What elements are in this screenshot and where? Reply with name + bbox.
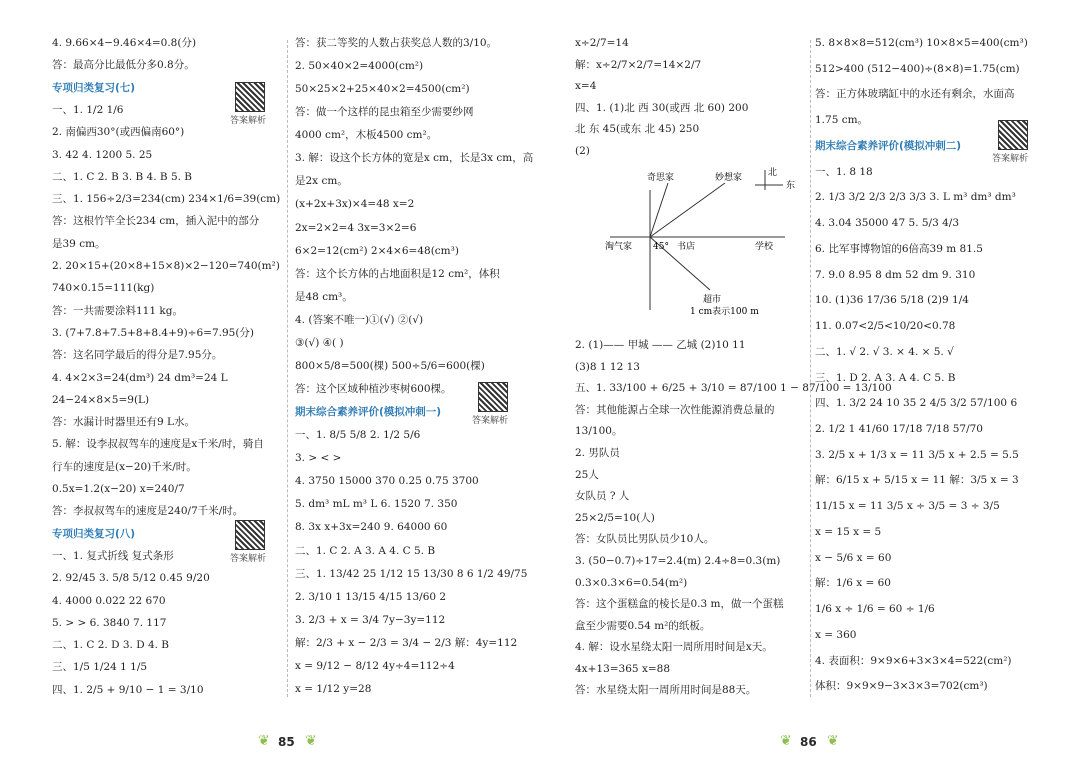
answer-line: 24−24×8×5=9(L) xyxy=(52,393,150,406)
map-label-angle: 45° xyxy=(653,242,669,252)
answer-line: 25人 xyxy=(575,468,599,481)
leaf-ornament-icon: ❦ xyxy=(827,733,839,749)
answer-line: 三、1. D 2. A 3. A 4. C 5. B xyxy=(815,371,956,384)
answer-line: 4. 3750 15000 370 0.25 0.75 3700 xyxy=(295,475,479,488)
answer-line: 4. 9.66×4−9.46×4=0.8(分) xyxy=(52,37,197,49)
answer-line: 是48 cm³。 xyxy=(295,290,353,303)
answer-line: 2. 20×15+(20×8+15×8)×2−120=740(m²) xyxy=(52,260,280,272)
answer-line: 二、1. C 2. A 3. A 4. C 5. B xyxy=(295,544,436,557)
route-miaoxiang xyxy=(650,183,725,237)
map-label-north: 北 xyxy=(768,168,778,178)
answer-line: 4. 3.04 35000 47 5. 5/3 4/3 xyxy=(815,217,960,230)
answer-line: 体积：9×9×9−3×3×3=702(cm³) xyxy=(815,680,988,693)
answer-line: 4. (答案不唯一)①(√) ②(√) xyxy=(295,313,424,326)
answer-line: 5. dm³ mL m³ L 6. 1520 7. 350 xyxy=(295,498,458,511)
answer-line: 2. 1/3 3/2 2/3 2/3 3/3 3. L m³ dm³ dm³ xyxy=(815,191,1016,204)
answer-line: 512>400 (512−400)÷(8×8)=1.75(cm) xyxy=(815,62,1020,75)
answer-line: 四、1. 2/5 + 9/10 − 1 = 3/10 xyxy=(52,683,204,696)
answer-line: 800×5/8=500(棵) 500÷5/6=600(棵) xyxy=(295,359,485,372)
answer-line: (2) xyxy=(575,144,590,157)
answer-line: x − 5/6 x = 60 xyxy=(815,551,892,564)
answer-line: 一、1. 1/2 1/6 xyxy=(52,103,124,116)
leaf-ornament-icon: ❦ xyxy=(780,733,792,749)
answer-line: 5. > > 6. 3840 7. 117 xyxy=(52,616,167,629)
answer-line: 二、1. C 2. B 3. B 4. B 5. B xyxy=(52,170,193,183)
answer-line: 四、1. 3/2 24 10 35 2 4/5 3/2 57/100 6 xyxy=(815,397,1018,410)
answer-line: 3. (50−0.7)÷17=2.4(m) 2.4÷8=0.3(m) xyxy=(575,554,781,567)
map-label-supermarket: 超市 xyxy=(703,295,722,305)
answer-line: 解：x÷2/7×2/7=14×2/7 xyxy=(575,58,702,71)
left-column-2 xyxy=(295,37,534,707)
answer-line: 1.75 cm。 xyxy=(815,114,869,127)
answer-line: 2. 1/2 1 41/60 17/18 7/18 57/70 xyxy=(815,422,983,435)
answer-line: 答：一共需要涂料111 kg。 xyxy=(52,304,183,317)
answer-line: 5. 8×8×8=512(cm³) 10×8×5=400(cm³) xyxy=(815,37,1028,49)
answer-line: 女队员 ? 人 xyxy=(575,490,630,503)
answer-line: 0.3×0.3×6=0.54(m²) xyxy=(575,576,688,589)
section-heading: 专项归类复习(七) xyxy=(52,81,136,94)
map-label-miaoxiang: 妙想家 xyxy=(715,173,743,183)
route-qisi xyxy=(650,183,668,237)
answer-line: 10. (1)36 17/36 5/18 (2)9 1/4 xyxy=(815,294,969,307)
answer-line: 一、1. 复式折线 复式条形 xyxy=(52,549,174,562)
qr-label-1: 答案解析 xyxy=(230,116,267,126)
answer-line: x = 9/12 − 8/12 4y÷4=112÷4 xyxy=(295,659,455,672)
column-divider xyxy=(810,40,811,697)
answer-line: 答：李叔叔驾车的速度是240/7千米/时。 xyxy=(52,505,244,518)
qr-label-4: 答案解析 xyxy=(992,154,1029,164)
answer-line: 0.5x=1.2(x−20) x=240/7 xyxy=(52,483,185,495)
answer-line: 2. 50×40×2=4000(cm²) xyxy=(295,60,424,73)
answer-line: 2. 3/10 1 13/15 4/15 13/60 2 xyxy=(295,590,447,603)
answer-line: 3. 2/3 + x = 3/4 7y−3y=112 xyxy=(295,613,446,626)
answer-line: 三、1. 156÷2/3=234(cm) 234×1/6=39(cm) xyxy=(52,193,281,206)
answer-line: 是2x cm。 xyxy=(295,175,348,188)
answer-line: 解：1/6 x = 60 xyxy=(815,577,891,590)
answer-line: 答：获二等奖的人数占获奖总人数的3/10。 xyxy=(295,37,498,49)
answer-line: 4x+13=365 x=88 xyxy=(575,662,671,675)
answer-line: 11/15 x = 11 3/5 x ÷ 3/5 = 3 ÷ 3/5 xyxy=(815,500,1000,513)
answer-line: 三、1/5 1/24 1 1/5 xyxy=(52,661,148,674)
answer-line: 二、1. C 2. D 3. D 4. B xyxy=(52,639,170,652)
answer-line: 答：正方体玻璃缸中的水还有剩余，水面高 xyxy=(815,88,1015,101)
answer-line: x=4 xyxy=(575,80,597,93)
qr-code-1 xyxy=(235,82,265,112)
answer-line: 11. 0.07<2/5<10/20<0.78 xyxy=(815,320,956,333)
answer-line: 1/6 x ÷ 1/6 = 60 ÷ 1/6 xyxy=(815,603,935,616)
answer-line: 5. 解：设李叔叔驾车的速度是x千米/时，骑自 xyxy=(52,438,264,451)
answer-line: 3. > < > xyxy=(295,452,342,465)
answer-line: 50×25×2+25×40×2=4500(cm²) xyxy=(295,83,470,96)
answer-line: 2. 92/45 3. 5/8 5/12 0.45 9/20 xyxy=(52,572,210,585)
answer-line: (x+2x+3x)×4=48 x=2 xyxy=(295,198,415,211)
map-label-bookstore: 书店 xyxy=(677,242,696,252)
answer-line: 答：这根竹竿全长234 cm，插入泥中的部分 xyxy=(52,215,260,228)
answer-line: 答：水漏计时器里还有9 L水。 xyxy=(52,416,195,429)
answer-line: 4. 表面积：9×9×6+3×3×4=522(cm²) xyxy=(815,654,1012,667)
answer-line: 答：最高分比最低分多0.8分。 xyxy=(52,59,195,72)
qr-label-2: 答案解析 xyxy=(230,554,267,564)
answer-line: 13/100。 xyxy=(575,425,623,438)
answer-line: 4. 解：设水星绕太阳一周所用时间是x天。 xyxy=(575,641,773,654)
answer-line: 二、1. √ 2. √ 3. × 4. × 5. √ xyxy=(815,345,954,358)
map-scale: 1 cm表示100 m xyxy=(690,307,759,315)
answer-line: x = 360 xyxy=(815,628,857,641)
answer-line: 6×2=12(cm²) 2×4×6=48(cm³) xyxy=(295,244,459,257)
answer-line: 盒至少需要0.54 m²的纸板。 xyxy=(575,619,711,632)
answer-line: 4. 4×2×3=24(dm³) 24 dm³=24 L xyxy=(52,371,228,384)
answer-line: 2. 男队员 xyxy=(575,447,620,460)
answer-line: 答：其他能源占全球一次性能源消费总量的 xyxy=(575,403,775,416)
leaf-ornament-icon: ❦ xyxy=(258,733,270,749)
answer-line: 北 东 45(或东 北 45) 250 xyxy=(575,123,700,136)
answer-line: 三、1. 13/42 25 1/12 15 13/30 8 6 1/2 49/75 xyxy=(295,567,528,580)
map-label-school: 学校 xyxy=(755,242,774,252)
answer-line: 答：女队员比男队员少10人。 xyxy=(575,533,715,546)
answer-line: 8. 3x x+3x=240 9. 64000 60 xyxy=(295,521,448,534)
answer-line: 25×2/5=10(人) xyxy=(575,511,655,524)
qr-label-3: 答案解析 xyxy=(472,416,509,426)
answer-line: 740×0.15=111(kg) xyxy=(52,282,155,295)
answer-line: 一、1. 8/5 5/8 2. 1/2 5/6 xyxy=(295,429,421,442)
answer-line: 2x=2×2=4 3x=3×2=6 xyxy=(295,221,417,234)
answer-line: 3. 解：设这个长方体的宽是x cm，长是3x cm，高 xyxy=(295,152,534,165)
answer-line: 四、1. (1)北 西 30(或西 北 60) 200 xyxy=(575,101,749,114)
page-number: 86 xyxy=(800,735,817,749)
qr-code-2 xyxy=(235,520,265,550)
answer-line: 五、1. 33/100 + 6/25 + 3/10 = 87/100 1 − 87/100 = 13/100 xyxy=(575,382,892,395)
left-column-1 xyxy=(52,38,282,707)
answer-line: 解：6/15 x + 5/15 x = 11 解：3/5 x = 3 xyxy=(815,474,1019,487)
column-divider xyxy=(287,40,288,697)
direction-map-diagram xyxy=(605,165,805,315)
answer-line: 4. 4000 0.022 22 670 xyxy=(52,594,166,607)
answer-line: 3. 2/5 x + 1/3 x = 11 3/5 x + 2.5 = 5.5 xyxy=(815,448,1019,461)
answer-line: 解：2/3 + x − 2/3 = 3/4 − 2/3 解：4y=112 xyxy=(295,636,518,649)
answer-line: x÷2/7=14 xyxy=(575,37,629,49)
answer-line: 答：这个区域种植沙枣树600棵。 xyxy=(295,383,452,396)
answer-line: 是39 cm。 xyxy=(52,237,106,250)
section-heading: 期末综合素养评价(模拟冲刺二) xyxy=(815,139,962,152)
answer-line: 行车的速度是(x−20)千米/时。 xyxy=(52,460,197,473)
answer-line: 答：做一个这样的昆虫箱至少需要纱网 xyxy=(295,106,474,119)
section-heading: 专项归类复习(八) xyxy=(52,527,136,540)
leaf-ornament-icon: ❦ xyxy=(305,733,317,749)
answer-line: 4000 cm²，木板4500 cm²。 xyxy=(295,129,438,142)
map-label-qisi: 奇思家 xyxy=(647,173,675,183)
answer-line: ③(√) ④( ) xyxy=(295,336,344,349)
right-page xyxy=(540,0,1080,767)
answer-line: 3. 42 4. 1200 5. 25 xyxy=(52,148,153,161)
section-heading: 期末综合素养评价(模拟冲刺一) xyxy=(295,406,442,419)
answer-line: 答：这个蛋糕盒的棱长是0.3 m，做一个蛋糕 xyxy=(575,598,784,611)
map-label-east: 东 xyxy=(786,181,796,191)
qr-code-4 xyxy=(998,120,1028,150)
answer-line: x = 1/12 y=28 xyxy=(295,682,372,695)
answer-line: 2. (1)—— 甲城 —— 乙城 (2)10 11 xyxy=(575,339,746,352)
answer-line: 答：这名同学最后的得分是7.95分。 xyxy=(52,349,223,362)
answer-line: (3)8 1 12 13 xyxy=(575,360,640,373)
page-number: 85 xyxy=(278,735,295,749)
answer-line: 6. 比军事博物馆的6倍高39 m 81.5 xyxy=(815,242,983,255)
qr-code-3 xyxy=(478,382,508,412)
answer-line: 7. 9.0 8.95 8 dm 52 dm 9. 310 xyxy=(815,268,976,281)
answer-line: 2. 南偏西30°(或西偏南60°) xyxy=(52,126,185,139)
answer-line: x = 15 x = 5 xyxy=(815,525,882,538)
answer-line: 答：这个长方体的占地面积是12 cm²，体积 xyxy=(295,267,500,280)
answer-line: 一、1. 8 18 xyxy=(815,165,873,178)
answer-line: 3. (7+7.8+7.5+8+8.4+9)÷6=7.95(分) xyxy=(52,326,255,339)
answer-line: 答：水星绕太阳一周所用时间是88天。 xyxy=(575,684,757,697)
map-label-taoqi: 淘气家 xyxy=(605,242,633,252)
